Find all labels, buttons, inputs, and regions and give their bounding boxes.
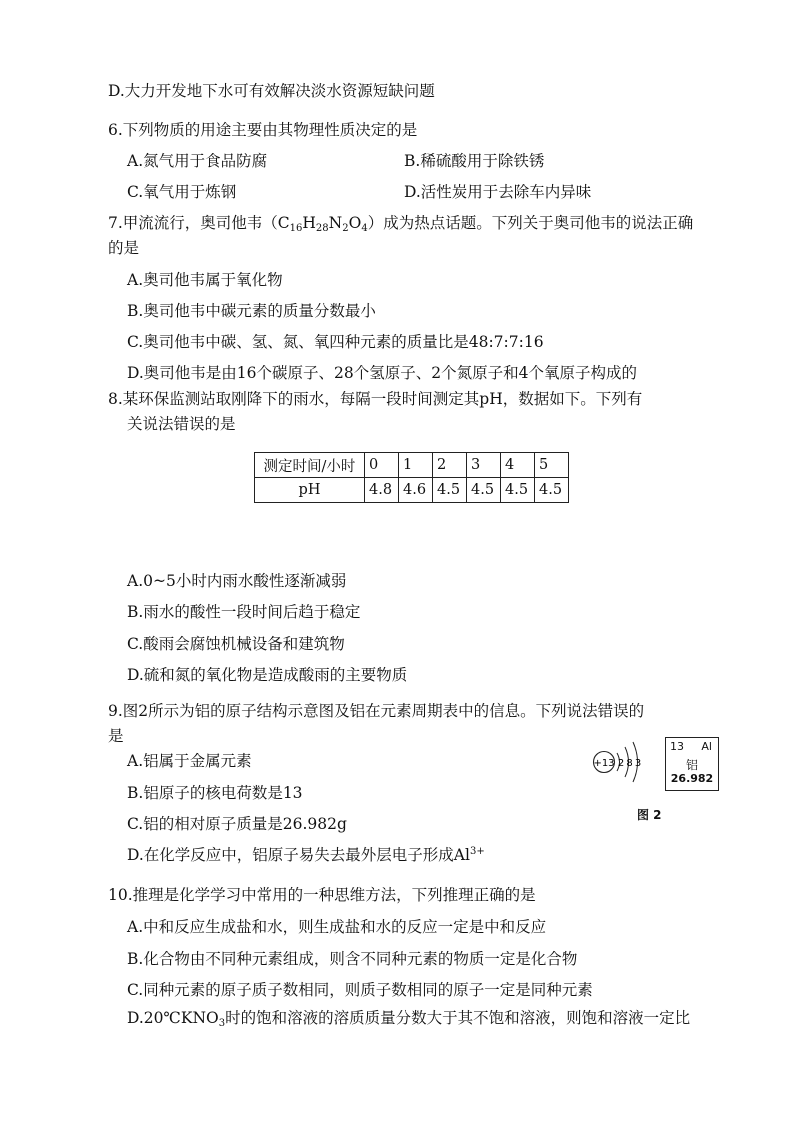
- table-cell: 0: [365, 453, 399, 478]
- shell-electron-count: 8: [626, 758, 633, 769]
- q7-option-a: A.奥司他韦属于氧化物: [127, 271, 283, 289]
- table-header-time: 测定时间/小时: [255, 453, 365, 478]
- table-cell: 1: [399, 453, 433, 478]
- periodic-table-cell: [665, 737, 719, 791]
- q10-option-a: A.中和反应生成盐和水，则生成盐和水的反应一定是中和反应: [127, 918, 547, 936]
- q10-option-b: B.化合物由不同种元素组成，则含不同种元素的物质一定是化合物: [127, 950, 578, 968]
- q8-stem: 8.某环保监测站取刚降下的雨水，每隔一段时间测定其pH，数据如下。下列有: [108, 390, 643, 408]
- q10-option-c: C.同种元素的原子质子数相同，则质子数相同的原子一定是同种元素: [127, 981, 593, 999]
- q7-stem-line2: 的是: [108, 239, 140, 257]
- q9-option-b: B.铝原子的核电荷数是13: [127, 784, 303, 802]
- q8-option-c: C.酸雨会腐蚀机械设备和建筑物: [127, 635, 345, 653]
- q6-option-d: D.活性炭用于去除车内异味: [404, 183, 592, 201]
- q8-stem-line2: 关说法错误的是: [127, 415, 236, 433]
- atomic-number: 13: [670, 740, 684, 753]
- table-cell: 4.5: [501, 478, 535, 503]
- atomic-mass: 26.982: [670, 772, 714, 785]
- q8-option-b: B.雨水的酸性一段时间后趋于稳定: [127, 603, 361, 621]
- ph-table: [254, 452, 569, 503]
- nucleus-charge: +13: [593, 758, 615, 769]
- table-cell: 4.5: [535, 478, 569, 503]
- q9-option-c: C.铝的相对原子质量是26.982g: [127, 815, 347, 833]
- q10-stem: 10.推理是化学学习中常用的一种思维方法，下列推理正确的是: [108, 886, 536, 904]
- q7-option-c: C.奥司他韦中碳、氢、氮、氧四种元素的质量比是48:7:7:16: [127, 333, 544, 351]
- table-cell: 4: [501, 453, 535, 478]
- element-symbol: Al: [701, 740, 712, 753]
- table-row: [255, 453, 569, 478]
- q7-option-b: B.奥司他韦中碳元素的质量分数最小: [127, 302, 376, 320]
- shell-electron-count: 2: [617, 758, 625, 769]
- q9-option-d: D.在化学反应中，铝原子易失去最外层电子形成$Al^{3+}$: [127, 846, 485, 864]
- q6-option-c: C.氧气用于炼钢: [127, 183, 237, 201]
- q9-stem-line2: 是: [108, 727, 124, 745]
- table-cell: 2: [433, 453, 467, 478]
- q10-option-d: $D.20℃KNO_3$时的饱和溶液的溶质质量分数大于其不饱和溶液，则饱和溶液一定比: [127, 1009, 691, 1029]
- table-row: [255, 478, 569, 503]
- q7-option-d: D.奥司他韦是由16个碳原子、28个氢原子、2个氮原子和4个氧原子构成的: [127, 364, 637, 382]
- q9-option-a: A.铝属于金属元素: [127, 752, 252, 770]
- table-header-ph: pH: [255, 478, 365, 503]
- figure-caption: 图 2: [637, 808, 662, 822]
- shell-electron-count: 3: [634, 758, 642, 769]
- q5-option-d: D.大力开发地下水可有效解决淡水资源短缺问题: [108, 82, 435, 100]
- q8-option-a: A.0~5小时内雨水酸性逐渐减弱: [127, 572, 347, 590]
- q9-stem: 9.图2所示为铝的原子结构示意图及铝在元素周期表中的信息。下列说法错误的: [108, 702, 645, 720]
- q6-option-b: B.稀硫酸用于除铁锈: [404, 152, 545, 170]
- table-cell: 4.8: [365, 478, 399, 503]
- table-cell: 4.5: [467, 478, 501, 503]
- table-cell: 3: [467, 453, 501, 478]
- table-cell: 4.5: [433, 478, 467, 503]
- element-name: 铝: [685, 758, 698, 772]
- table-cell: 4.6: [399, 478, 433, 503]
- q6-option-a: A.氮气用于食品防腐: [127, 152, 268, 170]
- q6-stem: 6.下列物质的用途主要由其物理性质决定的是: [108, 121, 418, 139]
- q8-option-d: D.硫和氮的氧化物是造成酸雨的主要物质: [127, 666, 408, 684]
- atom-structure-diagram: [590, 736, 652, 788]
- table-cell: 5: [535, 453, 569, 478]
- q7-stem: 7.甲流流行，奥司他韦$(C_{16}H_{28}N_2O_4)$成为热点话题。下列关于奥司他韦的说法正确: [108, 214, 694, 234]
